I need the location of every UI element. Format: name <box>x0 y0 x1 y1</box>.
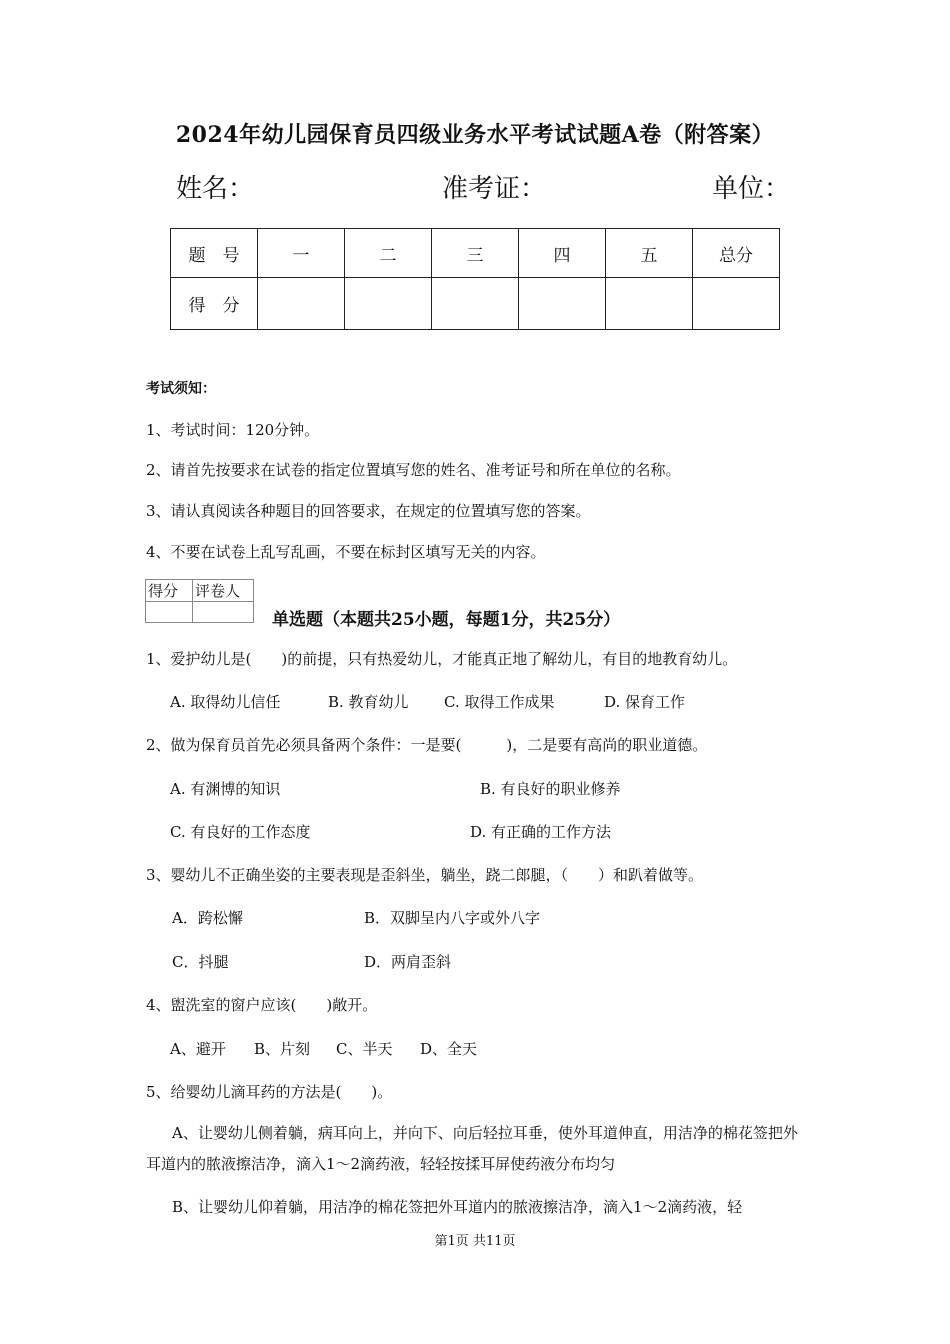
score-cell <box>693 278 780 330</box>
score-header-cell: 题 号 <box>171 229 258 278</box>
score-header-cell: 三 <box>432 229 519 278</box>
answer-option: A. 有渊博的知识 <box>170 780 281 798</box>
answer-option: B. 有良好的职业修养 <box>480 780 621 798</box>
score-header-cell: 总分 <box>693 229 780 278</box>
grader-score-label: 得分 <box>146 580 193 602</box>
answer-option: A. 取得幼儿信任 <box>170 693 281 711</box>
note-item: 2、请首先按要求在试卷的指定位置填写您的姓名、准考证号和所在单位的名称。 <box>146 461 681 479</box>
question-text: 2、做为保育员首先必须具备两个条件：一是要( )，二是要有高尚的职业道德。 <box>146 736 708 754</box>
score-header-cell: 四 <box>519 229 606 278</box>
unit-field-label: 单位： <box>712 174 791 204</box>
note-item: 4、不要在试卷上乱写乱画，不要在标封区填写无关的内容。 <box>146 543 546 561</box>
answer-option: B．双脚呈内八字或外八字 <box>364 909 541 927</box>
score-header-cell: 五 <box>606 229 693 278</box>
score-cell <box>345 278 432 330</box>
score-header-cell: 一 <box>258 229 345 278</box>
answer-option: C．抖腿 <box>172 953 229 971</box>
question-text: 1、爱护幼儿是( )的前提，只有热爱幼儿，才能真正地了解幼儿，有目的地教育幼儿。 <box>146 650 738 668</box>
answer-option: D．两肩歪斜 <box>364 953 452 971</box>
section-title: 单选题（本题共25小题，每题1分，共25分） <box>272 610 621 630</box>
answer-option: B. 教育幼儿 <box>328 693 409 711</box>
answer-option: D. 保育工作 <box>604 693 686 711</box>
grader-score-cell <box>146 602 193 623</box>
answer-option: D、全天 <box>420 1040 478 1058</box>
score-cell <box>519 278 606 330</box>
notes-title: 考试须知： <box>146 381 216 397</box>
grader-reviewer-cell <box>193 602 254 623</box>
score-header-cell: 二 <box>345 229 432 278</box>
score-cell <box>258 278 345 330</box>
answer-option: A、避开 <box>170 1040 226 1058</box>
question-text: 3、婴幼儿不正确坐姿的主要表现是歪斜坐，躺坐，跷二郎腿，（ ）和趴着做等。 <box>146 866 704 884</box>
answer-option: A、让婴幼儿侧着躺，病耳向上，并向下、向后轻拉耳垂，使外耳道伸直，用洁净的棉花签把外耳道内的脓液擦洁净，滴入1～2滴药液，轻轻按揉耳屏使药液分布均匀 <box>146 1124 798 1173</box>
score-table <box>170 228 780 330</box>
answer-option: D. 有正确的工作方法 <box>470 823 612 841</box>
note-item: 1、考试时间：120分钟。 <box>146 421 320 439</box>
answer-option: A．跨松懈 <box>172 909 243 927</box>
answer-option: B、片刻 <box>254 1040 311 1058</box>
grader-box <box>145 579 254 623</box>
name-field-label: 姓名： <box>176 174 255 204</box>
note-item: 3、请认真阅读各种题目的回答要求，在规定的位置填写您的答案。 <box>146 502 591 520</box>
score-table-score-row <box>171 278 780 330</box>
question-text: 4、盥洗室的窗户应该( )敞开。 <box>146 996 378 1014</box>
answer-option: C. 取得工作成果 <box>444 693 555 711</box>
grader-reviewer-label: 评卷人 <box>193 580 254 602</box>
page-footer: 第1页 共11页 <box>434 1234 516 1249</box>
answer-option: C. 有良好的工作态度 <box>170 823 311 841</box>
score-row-label: 得 分 <box>171 278 258 330</box>
question-text: 5、给婴幼儿滴耳药的方法是( )。 <box>146 1083 393 1101</box>
answer-option: C、半天 <box>336 1040 393 1058</box>
score-table-header-row <box>171 229 780 278</box>
page-title: 2024年幼儿园保育员四级业务水平考试试题A卷（附答案） <box>175 122 775 148</box>
answer-option: B、让婴幼儿仰着躺，用洁净的棉花签把外耳道内的脓液擦洁净，滴入1～2滴药液，轻 <box>172 1198 743 1216</box>
score-cell <box>606 278 693 330</box>
exam-id-field-label: 准考证： <box>442 174 547 204</box>
score-cell <box>432 278 519 330</box>
